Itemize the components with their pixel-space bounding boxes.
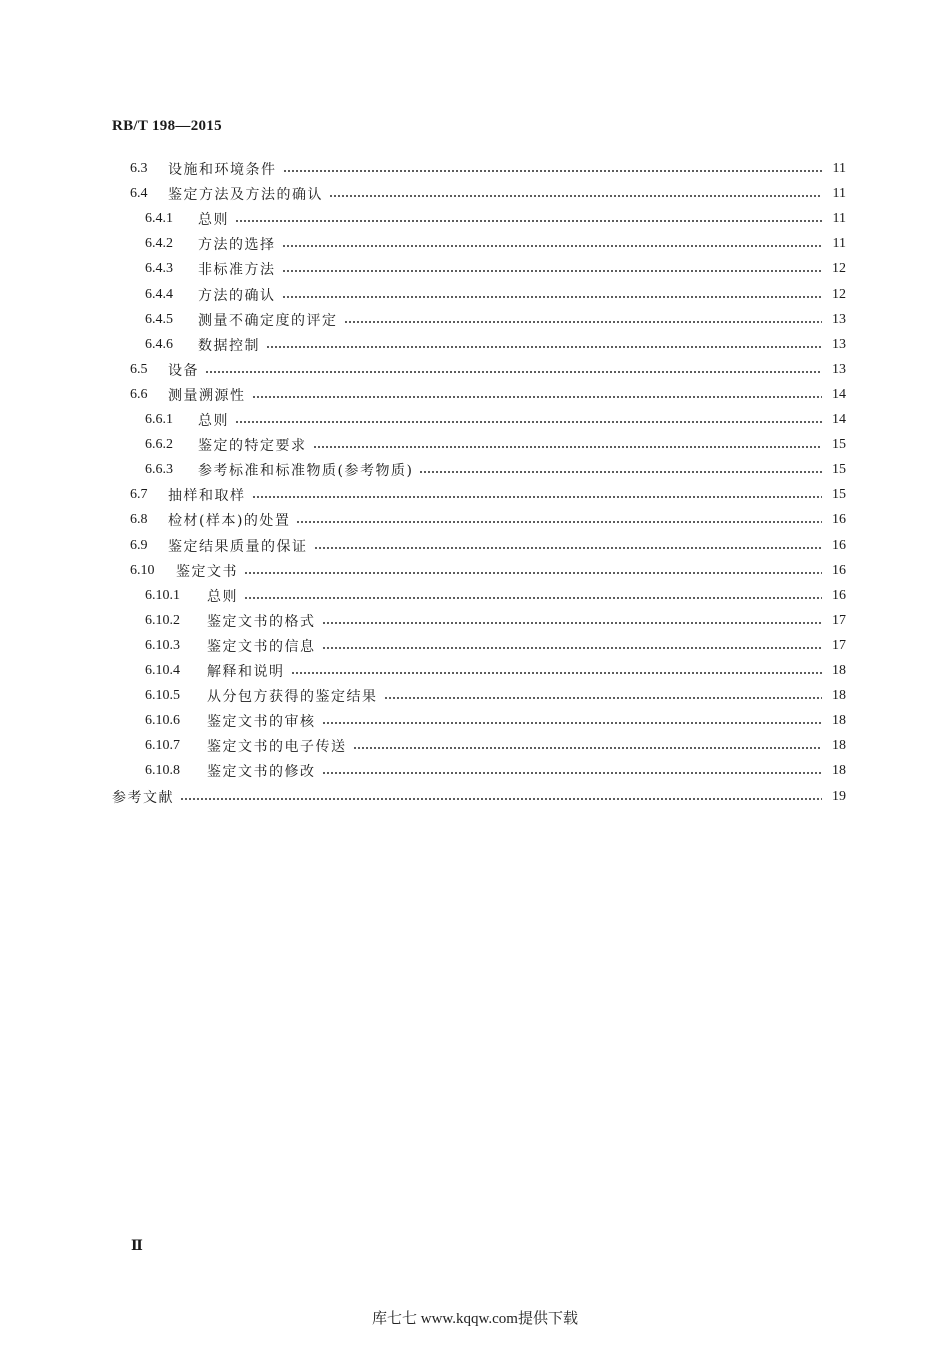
toc-entry-number: 6.6.1 (145, 412, 173, 427)
toc-entry-page: 13 (832, 361, 846, 377)
toc-entry-title: 非标准方法 (198, 262, 276, 279)
toc-entry-title: 方法的选择 (198, 237, 276, 254)
toc-entry-page: 18 (832, 713, 846, 729)
toc-leader-dots (282, 294, 823, 300)
toc-entry-title: 从分包方获得的鉴定结果 (207, 689, 378, 706)
toc-entry-number: 6.8 (130, 512, 148, 528)
toc-entry-title: 鉴定方法及方法的确认 (168, 187, 323, 204)
toc-entry-page: 18 (832, 663, 846, 678)
toc-entry-page: 17 (832, 612, 846, 628)
toc-entry[interactable] (112, 182, 846, 206)
toc-entry[interactable] (112, 684, 846, 708)
toc-entry-title: 测量溯源性 (168, 387, 246, 404)
toc-entry[interactable] (112, 232, 846, 256)
toc-entry-title: 测量不确定度的评定 (198, 312, 338, 329)
toc-entry-title: 解释和说明 (207, 664, 285, 680)
toc-leader-dots (235, 419, 822, 425)
toc-entry-title: 鉴定文书的格式 (207, 613, 316, 630)
toc-entry-number: 6.5 (130, 361, 148, 377)
toc-entry-number: 6.4.6 (145, 336, 173, 352)
toc-entry-page: 16 (832, 512, 846, 528)
toc-entry-number: 6.10.3 (145, 637, 180, 653)
toc-leader-dots (329, 193, 822, 199)
toc-entry-page: 14 (832, 412, 846, 427)
toc-entry-page: 16 (832, 537, 846, 553)
toc-leader-dots (384, 695, 823, 701)
toc-entry-title: 抽样和取样 (168, 488, 246, 505)
toc-entry-number: 6.9 (130, 537, 148, 553)
toc-entry-title: 鉴定文书的审核 (207, 714, 316, 731)
toc-entry-page: 11 (832, 236, 846, 252)
toc-entry-title: 参考标准和标准物质(参考物质) (198, 463, 414, 480)
toc-entry[interactable] (112, 433, 846, 457)
toc-entry[interactable] (112, 207, 846, 231)
toc-entry-page: 11 (832, 161, 846, 176)
toc-entry-title: 设施和环境条件 (168, 162, 277, 178)
toc-entry[interactable] (112, 408, 846, 432)
toc-entry-title: 检材(样本)的处置 (168, 513, 291, 530)
toc-entry[interactable] (112, 283, 846, 307)
toc-entry-number: 6.3 (130, 161, 148, 176)
toc-leader-dots (344, 319, 823, 325)
toc-entry[interactable] (112, 559, 846, 583)
toc-leader-dots (180, 796, 822, 802)
toc-entry[interactable] (112, 257, 846, 281)
toc-entry-title: 数据控制 (198, 337, 260, 354)
toc-entry-page: 15 (832, 487, 846, 503)
toc-entry-number: 6.4.2 (145, 236, 173, 252)
toc-entry-number: 6.10.5 (145, 688, 180, 704)
standard-code-header: RB/T 198—2015 (112, 118, 222, 134)
toc-entry-page: 19 (832, 788, 846, 804)
toc-leader-dots (322, 620, 823, 626)
toc-leader-dots (252, 394, 823, 400)
toc-entry-page: 17 (832, 637, 846, 653)
toc-entry[interactable] (112, 634, 846, 658)
toc-entry-page: 13 (832, 336, 846, 352)
toc-entry-number: 6.10.6 (145, 713, 180, 729)
toc-entry[interactable] (112, 534, 846, 558)
toc-leader-dots (296, 519, 822, 525)
footer-download-note: 库七七 www.kqqw.com提供下载 (372, 1311, 578, 1327)
toc-leader-dots (283, 168, 823, 174)
toc-leader-dots (244, 570, 822, 576)
toc-entry-title: 设备 (168, 362, 199, 379)
toc-entry-page: 13 (832, 311, 846, 327)
toc-entry[interactable] (112, 609, 846, 633)
toc-leader-dots (322, 770, 823, 776)
toc-entry[interactable] (112, 734, 846, 758)
toc-leader-dots (266, 344, 822, 350)
toc-entry-number: 6.6 (130, 386, 148, 402)
toc-entry-page: 12 (832, 261, 846, 277)
toc-entry[interactable] (112, 584, 846, 608)
toc-entry-number: 6.4.3 (145, 261, 173, 277)
toc-leader-dots (235, 218, 822, 224)
toc-leader-dots (252, 494, 823, 500)
toc-entry-number: 6.6.3 (145, 462, 173, 478)
toc-entry-page: 11 (832, 186, 846, 202)
page-number: Ⅱ (131, 1239, 143, 1254)
toc-entry-title: 总则 (198, 212, 229, 229)
toc-entry-number: 6.10.4 (145, 663, 180, 678)
toc-entry-page: 14 (832, 386, 846, 402)
toc-entry-page: 15 (832, 437, 846, 453)
toc-entry-title: 鉴定的特定要求 (198, 438, 307, 455)
toc-entry[interactable] (112, 308, 846, 332)
toc-entry[interactable] (112, 483, 846, 507)
toc-leader-dots (322, 645, 823, 651)
toc-entry-title: 方法的确认 (198, 287, 276, 304)
toc-entry[interactable] (112, 709, 846, 733)
toc-entry-page: 18 (832, 763, 846, 779)
toc-entry-title: 鉴定文书的电子传送 (207, 739, 347, 756)
toc-entry-number: 6.6.2 (145, 437, 173, 453)
toc-entry-number: 6.10.7 (145, 738, 180, 754)
toc-leader-dots (322, 720, 823, 726)
toc-entry-page: 12 (832, 286, 846, 302)
toc-entry[interactable] (112, 508, 846, 532)
toc-entry-page: 18 (832, 688, 846, 704)
toc-entry-page: 16 (832, 562, 846, 578)
toc-entry[interactable] (112, 358, 846, 382)
toc-entry-title: 鉴定文书的信息 (207, 638, 316, 655)
toc-entry-title: 鉴定文书 (176, 563, 238, 580)
toc-leader-dots (282, 243, 823, 249)
toc-entry-number: 6.4.5 (145, 311, 173, 327)
toc-entry-page: 15 (832, 462, 846, 478)
toc-entry-number: 6.4.4 (145, 286, 173, 302)
toc-leader-dots (314, 545, 823, 551)
toc-entry-page: 18 (832, 738, 846, 754)
toc-entry-number: 6.10.2 (145, 612, 180, 628)
toc-leader-dots (313, 444, 823, 450)
toc-entry-number: 6.4.1 (145, 211, 173, 227)
toc-entry[interactable] (112, 759, 846, 783)
toc-leader-dots (353, 745, 823, 751)
toc-leader-dots (244, 595, 822, 601)
toc-entry[interactable] (112, 333, 846, 357)
toc-entry-title: 总则 (207, 588, 238, 605)
toc-entry-page: 11 (832, 211, 846, 227)
toc-entry[interactable] (112, 785, 846, 809)
toc-leader-dots (205, 369, 822, 375)
toc-entry-number: 6.4 (130, 186, 148, 202)
toc-entry[interactable] (112, 157, 846, 181)
toc-leader-dots (419, 469, 822, 475)
toc-entry-number: 6.10 (130, 562, 155, 578)
toc-leader-dots (282, 268, 823, 274)
toc-entry[interactable] (112, 383, 846, 407)
toc-entry[interactable] (112, 458, 846, 482)
toc-entry-title: 鉴定文书的修改 (207, 764, 316, 781)
toc-entry-number: 6.7 (130, 487, 148, 503)
toc-leader-dots (291, 670, 823, 676)
toc-entry-title: 总则 (198, 413, 229, 429)
toc-entry-number: 6.10.8 (145, 763, 180, 779)
toc-entry-page: 16 (832, 587, 846, 603)
toc-entry-number: 6.10.1 (145, 587, 180, 603)
toc-entry[interactable] (112, 659, 846, 683)
toc-entry-title: 参考文献 (112, 789, 174, 806)
toc-entry-title: 鉴定结果质量的保证 (168, 538, 308, 555)
